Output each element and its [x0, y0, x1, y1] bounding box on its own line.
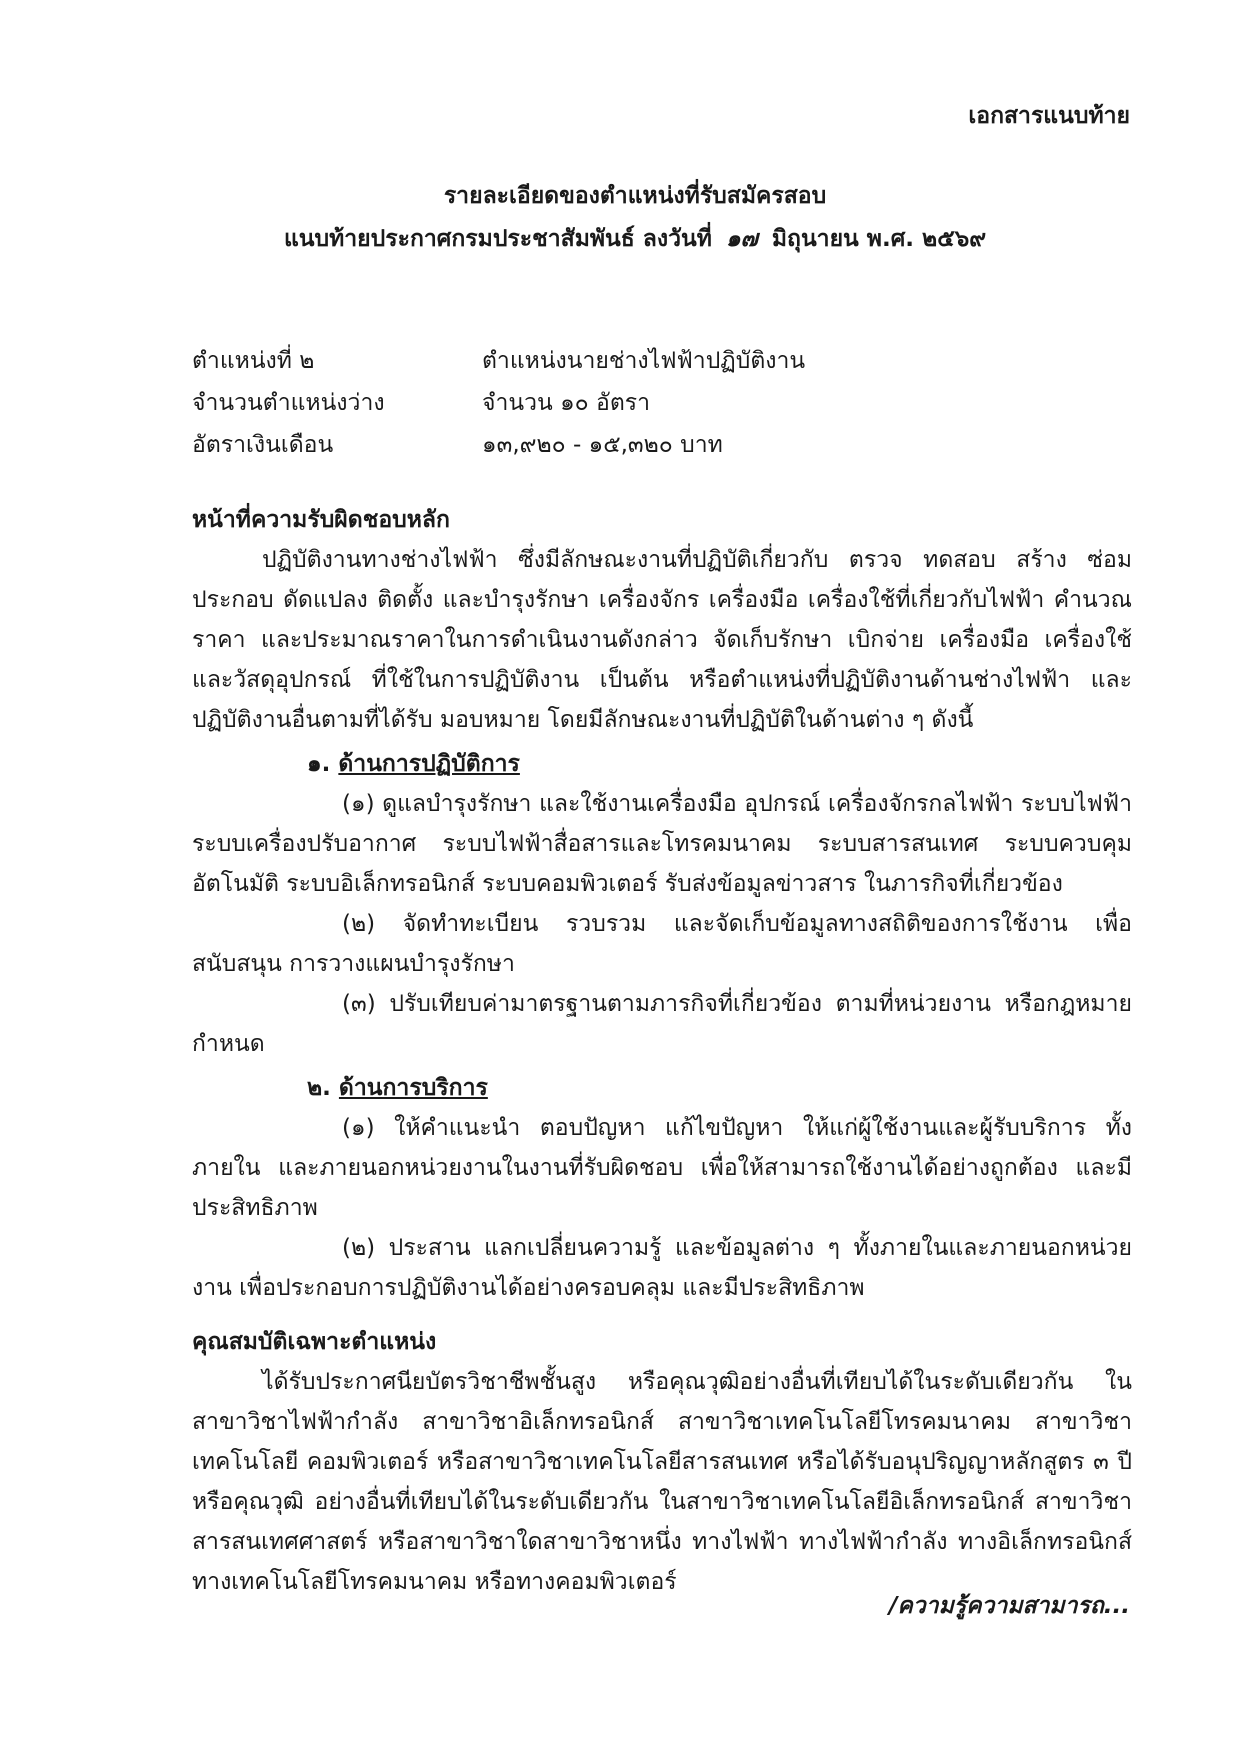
- section1-item: (๓) ปรับเทียบค่ามาตรฐานตามภารกิจที่เกี่ยวข้อง ตามที่หน่วยงาน หรือกฎหมายกำหนด: [192, 991, 1132, 1057]
- section1-title: ด้านการปฏิบัติการ: [338, 751, 520, 777]
- section1-heading: [192, 744, 1132, 784]
- section2-heading: [192, 1068, 1132, 1108]
- section2-item: (๑) ให้คำแนะนำ ตอบปัญหา แก้ไขปัญหา ให้แก่ผู้ใช้งานและผู้รับบริการ ทั้งภายใน และภายนอกหน่วยงานในงานที่รับผิดชอบ เพื่อให้สามารถใช้งานได้อย่างถูกต้อง และมีประสิทธิภาพ: [192, 1115, 1132, 1221]
- attachment-label: เอกสารแนบท้าย: [968, 103, 1130, 129]
- duties-intro: ปฏิบัติงานทางช่างไฟฟ้า ซึ่งมีลักษณะงานที่ปฏิบัติเกี่ยวกับ ตรวจ ทดสอบ สร้าง ซ่อม ประกอบ ดัดแปลง ติดตั้ง และบำรุงรักษา เครื่องจักร เครื่องมือ เครื่องใช้ที่เกี่ยวกับไฟฟ้า คำนวณราคา และประมาณราคาในการดำเนินงานดังกล่าว จัดเก็บรักษา เบิกจ่าย เครื่องมือ เครื่องใช้ และวัสดุอุปกรณ์ ที่ใช้ในการปฏิบัติงาน เป็นต้น หรือตำแหน่งที่ปฏิบัติงานด้านช่างไฟฟ้า และปฏิบัติงานอื่นตามที่ได้รับ มอบหมาย โดยมีลักษณะงานที่ปฏิบัติในด้านต่าง ๆ ดังนี้: [192, 547, 1132, 733]
- info-label: จำนวนตำแหน่งว่าง: [192, 390, 385, 416]
- subtitle-suffix: มิถุนายน พ.ศ. ๒๕๖๙: [771, 226, 987, 252]
- section2-number: ๒.: [307, 1075, 331, 1101]
- duties-heading: หน้าที่ความรับผิดชอบหลัก: [192, 507, 450, 533]
- qualifications-text: ได้รับประกาศนียบัตรวิชาชีพชั้นสูง หรือคุณวุฒิอย่างอื่นที่เทียบได้ในระดับเดียวกัน ในสาขาวิชาไฟฟ้ากำลัง สาขาวิชาอิเล็กทรอนิกส์ สาขาวิชาเทคโนโลยีโทรคมนาคม สาขาวิชาเทคโนโลยี คอมพิวเตอร์ หรือสาขาวิชาเทคโนโลยีสารสนเทศ หรือได้รับอนุปริญญาหลักสูตร ๓ ปี หรือคุณวุฒิ อย่างอื่นที่เทียบได้ในระดับเดียวกัน ในสาขาวิชาเทคโนโลยีอิเล็กทรอนิกส์ สาขาวิชาสารสนเทศศาสตร์ หรือสาขาวิชาใดสาขาวิชาหนึ่ง ทางไฟฟ้า ทางไฟฟ้ากำลัง ทางอิเล็กทรอนิกส์ ทางเทคโนโลยีโทรคมนาคม หรือทางคอมพิวเตอร์: [192, 1369, 1132, 1595]
- info-row: [192, 382, 805, 424]
- continuation-note: /ความรู้ความสามารถ...: [888, 1593, 1130, 1619]
- section2-item: (๒) ประสาน แลกเปลี่ยนความรู้ และข้อมูลต่าง ๆ ทั้งภายในและภายนอกหน่วยงาน เพื่อประกอบการปฏิบัติงานได้อย่างครอบคลุม และมีประสิทธิภาพ: [192, 1235, 1132, 1301]
- info-value: จำนวน ๑๐ อัตรา: [482, 390, 651, 416]
- subtitle-prefix: แนบท้ายประกาศกรมประชาสัมพันธ์ ลงวันที่: [283, 226, 712, 252]
- section1-item: (๒) จัดทำทะเบียน รวบรวม และจัดเก็บข้อมูลทางสถิติของการใช้งาน เพื่อสนับสนุน การวางแผนบำรุงรักษา: [192, 911, 1132, 977]
- info-row: [192, 340, 805, 382]
- info-value: ตำแหน่งนายช่างไฟฟ้าปฏิบัติงาน: [482, 348, 806, 374]
- document-subtitle: [0, 216, 1240, 262]
- section1-number: ๑.: [307, 751, 331, 777]
- info-row: [192, 424, 805, 466]
- info-value: ๑๓,๙๒๐ - ๑๕,๓๒๐ บาท: [482, 432, 723, 458]
- subtitle-day: ๑๗: [725, 226, 758, 252]
- title-block: [0, 176, 1240, 262]
- info-label: อัตราเงินเดือน: [192, 432, 334, 458]
- section1-item: (๑) ดูแลบำรุงรักษา และใช้งานเครื่องมือ อุปกรณ์ เครื่องจักรกลไฟฟ้า ระบบไฟฟ้า ระบบเครื่องปรับอากาศ ระบบไฟฟ้าสื่อสารและโทรคมนาคม ระบบสารสนเทศ ระบบควบคุมอัตโนมัติ ระบบอิเล็กทรอนิกส์ ระบบคอมพิวเตอร์ รับส่งข้อมูลข่าวสาร ในภารกิจที่เกี่ยวข้อง: [192, 791, 1132, 897]
- qualifications-heading: คุณสมบัติเฉพาะตำแหน่ง: [192, 1329, 437, 1355]
- section2-title: ด้านการบริการ: [338, 1075, 488, 1101]
- duties-section: [192, 500, 1132, 1602]
- document-title: รายละเอียดของตำแหน่งที่รับสมัครสอบ: [443, 183, 827, 209]
- info-label: ตำแหน่งที่ ๒: [192, 348, 315, 374]
- position-info: [192, 340, 805, 466]
